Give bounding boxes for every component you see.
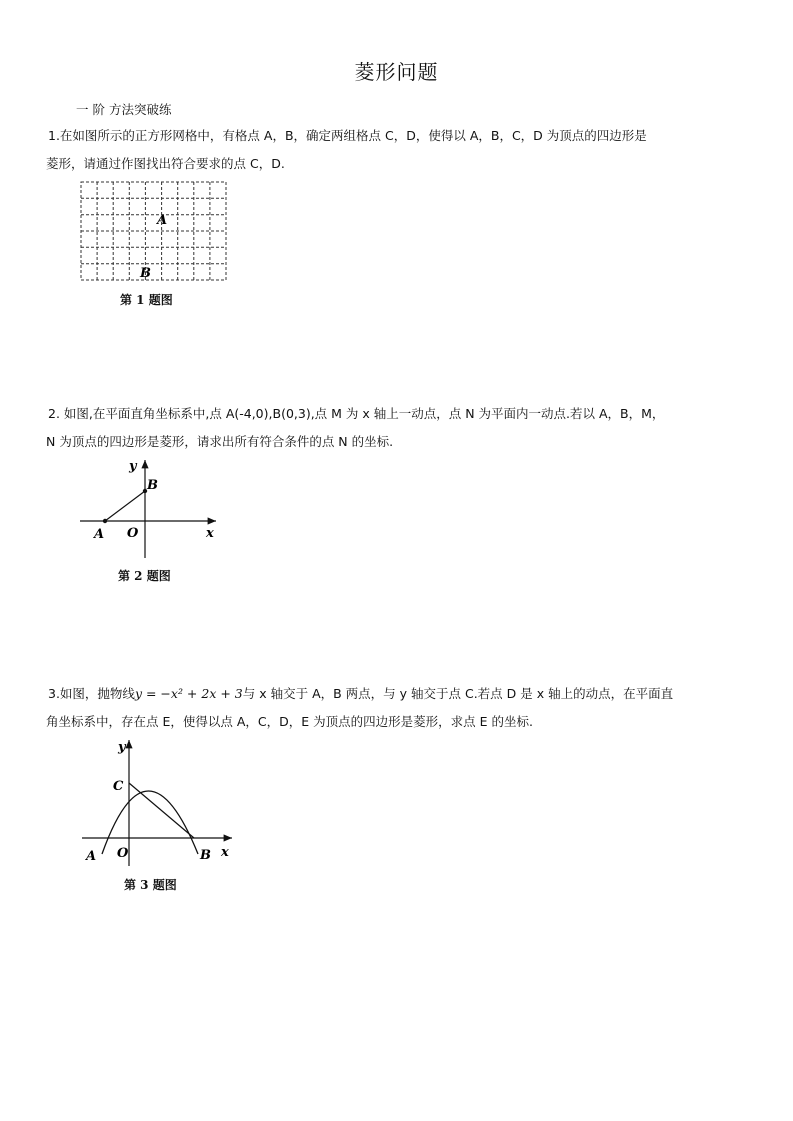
question-1-line-1: 1.在如图所示的正方形网格中，有格点 A，B，确定两组格点 C，D，使得以 A，B，C，D 为顶点的四边形是: [48, 128, 647, 143]
question-3-text: [46, 680, 746, 736]
page-title: 菱形问题: [354, 60, 439, 84]
point-b-label: B: [147, 478, 158, 493]
parabola-equation: y = −x² + 2x + 3: [134, 686, 243, 701]
question-2-coordinate-figure: [78, 455, 228, 565]
point-a-label: A: [157, 213, 168, 228]
origin-label: O: [117, 846, 129, 861]
point-c-label: C: [113, 779, 124, 794]
question-3-prefix: 3.如图，抛物线: [48, 686, 135, 701]
question-3-caption: 第 3 题图: [124, 878, 177, 892]
x-axis-label: x: [206, 526, 214, 541]
question-1-grid-figure: [80, 180, 230, 285]
x-axis-label: x: [221, 845, 229, 860]
section-heading: 一 阶 方法突破练: [76, 102, 172, 117]
point-a-label: A: [94, 527, 105, 542]
question-1-caption: 第 1 题图: [120, 293, 173, 307]
segment-ab: [105, 491, 145, 521]
point-b-label: B: [200, 848, 211, 863]
point-b-label: B: [140, 266, 151, 281]
question-3-line-2: 角坐标系中，存在点 E，使得以点 A，C，D，E 为顶点的四边形是菱形，求点 E 的坐标.: [46, 714, 533, 729]
question-1-text: [46, 122, 746, 178]
point-a: [103, 519, 107, 523]
question-2-line-1: 2. 如图,在平面直角坐标系中,点 A(-4,0),B(0,3),点 M 为 x 轴上一动点，点 N 为平面内一动点.若以 A，B，M，: [48, 406, 665, 421]
question-3-suffix: 与 x 轴交于 A，B 两点，与 y 轴交于点 C.若点 D 是 x 轴上的动点，在平面直: [242, 686, 674, 701]
y-axis-label: y: [129, 459, 137, 474]
origin-label: O: [127, 526, 139, 541]
question-2-caption: 第 2 题图: [118, 569, 171, 583]
question-3-parabola-figure: [80, 736, 250, 866]
question-3-line-1: [46, 680, 746, 708]
point-a-label: A: [86, 849, 97, 864]
question-2-text: [46, 400, 746, 456]
question-2-line-2: N 为顶点的四边形是菱形，请求出所有符合条件的点 N 的坐标.: [46, 434, 394, 449]
segment-cb: [129, 783, 194, 838]
y-axis-label: y: [118, 740, 126, 755]
question-1-line-2: 菱形，请通过作图找出符合要求的点 C，D.: [46, 156, 285, 171]
